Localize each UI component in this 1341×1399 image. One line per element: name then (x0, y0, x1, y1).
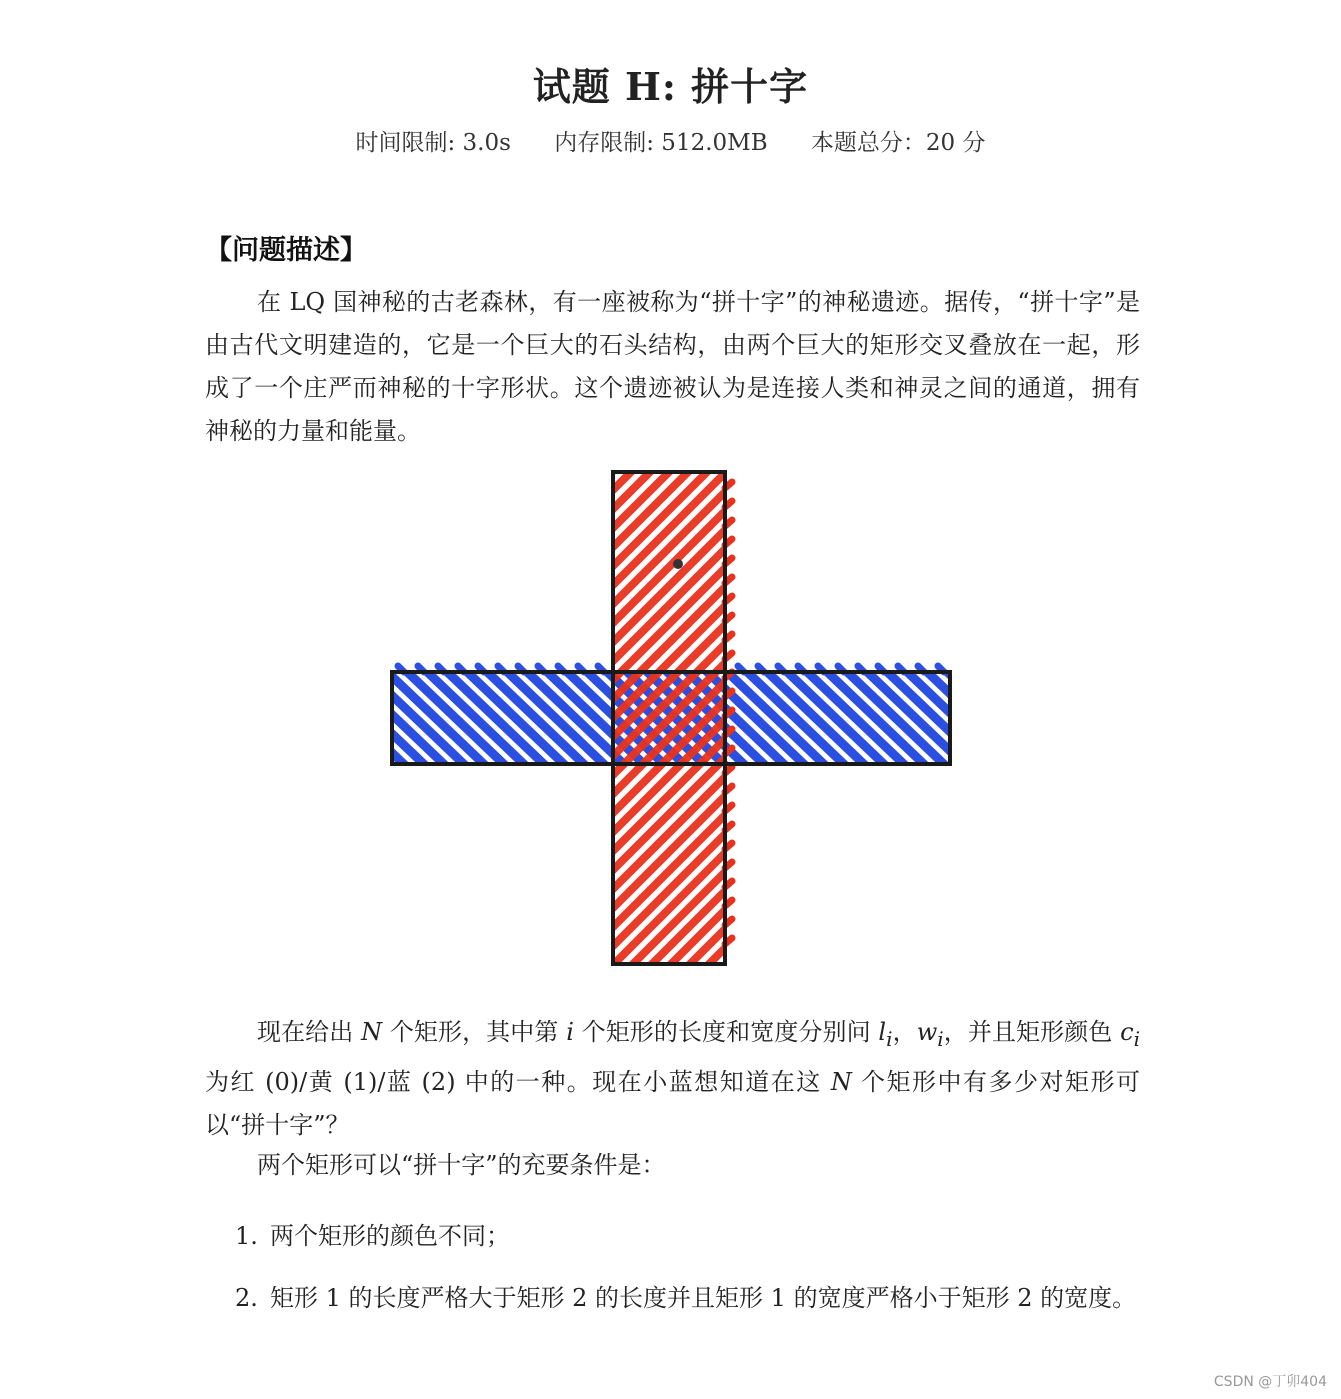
var-n-2: N (830, 1067, 852, 1096)
var-i: i (566, 1018, 574, 1046)
condition-number: 1. (235, 1222, 258, 1250)
cursor-dot (673, 559, 683, 569)
problem-paragraph: 现在给出 N 个矩形，其中第 i 个矩形的长度和宽度分别问 $l_i$，$w_i$，并且矩形颜色 $c_i$ 为红 (0)/黄 (1)/蓝 (2) 中的一种。现在小蓝想知道在这 N 个矩形中有多少对矩形可以“拼十字”？ (205, 1018, 1140, 1139)
var-ci: c (1120, 1018, 1134, 1046)
condition-number: 2. (235, 1284, 258, 1312)
blue-hatch-stroke (960, 665, 970, 770)
watermark: CSDN @丁卯404 (1213, 1374, 1327, 1390)
blue-hatch-stroke (380, 665, 390, 770)
condition-text: 两个矩形的颜色不同； (270, 1222, 510, 1250)
condition-text: 矩形 1 的长度严格大于矩形 2 的长度并且矩形 1 的宽度严格小于矩形 2 的宽度。 (270, 1284, 1137, 1312)
intro-paragraph: 在 LQ 国神秘的古老森林，有一座被称为“拼十字”的神秘遗迹。据传，“拼十字”是由古代文明建造的，它是一个巨大的石头结构，由两个巨大的矩形交叉叠放在一起，形成了一个庄严而神秘的十字形状。这个遗迹被认为是连接人类和神灵之间的通道，拥有神秘的力量和能量。 (205, 288, 1140, 445)
problem-meta (0, 124, 1341, 157)
time-limit: 时间限制: 3.0s (355, 130, 511, 156)
condition-list-1 (205, 1215, 1140, 1258)
condition-intro: 两个矩形可以“拼十字”的充要条件是： (257, 1151, 666, 1179)
condition-item (205, 1215, 1140, 1258)
problem-title: 试题 H: 拼十字 (532, 64, 809, 109)
condition-list-2 (205, 1277, 1140, 1320)
total-score: 本题总分：20 分 (810, 130, 986, 156)
blue-hatch-stroke (940, 665, 970, 770)
memory-limit: 内存限制: 512.0MB (554, 130, 768, 156)
section-heading-description: 【问题描述】 (205, 235, 367, 266)
condition-item (205, 1277, 1140, 1320)
cross-figure (380, 460, 970, 975)
var-n: N (361, 1018, 383, 1046)
var-wi: w (916, 1018, 938, 1046)
var-li: l (878, 1018, 887, 1046)
